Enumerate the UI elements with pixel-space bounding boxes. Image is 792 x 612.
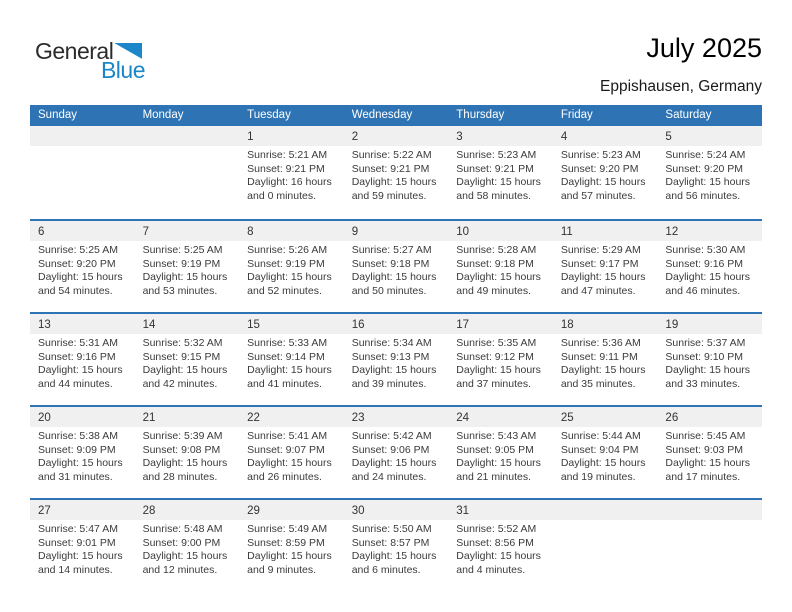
info-line-daylight-2: and 17 minutes. bbox=[665, 470, 741, 483]
day-number: 23 bbox=[344, 407, 449, 427]
info-line-sunrise: Sunrise: 5:45 AM bbox=[665, 430, 746, 442]
info-line-sunset: Sunset: 9:13 PM bbox=[351, 350, 430, 363]
day-cell-13 bbox=[30, 314, 135, 405]
day-cell-empty bbox=[657, 500, 762, 585]
info-line-sunset: Sunset: 9:11 PM bbox=[560, 350, 638, 363]
page-title: July 2025 bbox=[646, 33, 762, 63]
info-line-daylight-1: Daylight: 15 hours bbox=[456, 364, 541, 376]
day-info bbox=[30, 520, 135, 577]
day-cell-26 bbox=[657, 407, 762, 498]
info-line-sunrise: Sunrise: 5:36 AM bbox=[560, 337, 641, 349]
info-line-daylight-2: and 57 minutes. bbox=[560, 189, 636, 202]
info-line-sunrise: Sunrise: 5:21 AM bbox=[247, 149, 328, 161]
day-info bbox=[135, 241, 240, 298]
day-cell-24 bbox=[448, 407, 553, 498]
day-number: 4 bbox=[553, 126, 658, 146]
day-number: 16 bbox=[344, 314, 449, 334]
info-line-daylight-2: and 35 minutes. bbox=[560, 377, 636, 390]
info-line-sunset: Sunset: 9:19 PM bbox=[247, 257, 325, 270]
info-line-sunrise: Sunrise: 5:34 AM bbox=[351, 337, 432, 349]
day-number: 10 bbox=[448, 221, 553, 241]
day-cell-21 bbox=[135, 407, 240, 498]
day-info bbox=[344, 520, 449, 577]
info-line-daylight-1: Daylight: 15 hours bbox=[142, 271, 228, 283]
info-line-daylight-2: and 0 minutes. bbox=[247, 189, 317, 202]
day-info bbox=[553, 241, 658, 298]
info-line-daylight-2: and 14 minutes. bbox=[38, 563, 113, 576]
day-info bbox=[30, 427, 135, 484]
logo-text-general: General bbox=[35, 38, 114, 64]
info-line-sunrise: Sunrise: 5:35 AM bbox=[456, 337, 537, 349]
info-line-sunset: Sunset: 9:21 PM bbox=[247, 162, 325, 175]
day-number: 17 bbox=[448, 314, 553, 334]
day-cell-empty bbox=[553, 500, 658, 585]
day-number-empty bbox=[135, 126, 240, 146]
info-line-daylight-2: and 19 minutes. bbox=[560, 470, 636, 483]
info-line-sunrise: Sunrise: 5:32 AM bbox=[142, 337, 223, 349]
info-line-daylight-2: and 41 minutes. bbox=[247, 377, 322, 390]
day-cell-14 bbox=[135, 314, 240, 405]
day-header-thursday: Thursday bbox=[456, 109, 505, 121]
info-line-sunset: Sunset: 9:18 PM bbox=[456, 257, 534, 270]
info-line-sunrise: Sunrise: 5:43 AM bbox=[456, 430, 537, 442]
info-line-sunset: Sunset: 9:06 PM bbox=[351, 443, 430, 456]
day-number: 13 bbox=[30, 314, 135, 334]
info-line-sunset: Sunset: 9:16 PM bbox=[665, 257, 744, 270]
day-info bbox=[344, 241, 449, 298]
info-line-daylight-2: and 56 minutes. bbox=[665, 189, 741, 202]
info-line-daylight-1: Daylight: 15 hours bbox=[560, 271, 646, 283]
info-line-daylight-1: Daylight: 15 hours bbox=[142, 457, 228, 469]
day-info bbox=[239, 146, 344, 203]
info-line-daylight-1: Daylight: 15 hours bbox=[142, 550, 228, 562]
info-line-sunrise: Sunrise: 5:39 AM bbox=[142, 430, 223, 442]
day-info bbox=[239, 520, 344, 577]
header-titles bbox=[600, 32, 762, 96]
info-line-daylight-1: Daylight: 15 hours bbox=[560, 176, 646, 188]
info-line-daylight-2: and 42 minutes. bbox=[142, 377, 218, 390]
info-line-sunrise: Sunrise: 5:29 AM bbox=[560, 244, 641, 256]
day-info bbox=[448, 334, 553, 391]
info-line-daylight-2: and 37 minutes. bbox=[456, 377, 531, 390]
info-line-sunset: Sunset: 9:14 PM bbox=[247, 350, 325, 363]
info-line-daylight-1: Daylight: 15 hours bbox=[351, 271, 437, 283]
day-info bbox=[657, 334, 762, 391]
day-info bbox=[239, 334, 344, 391]
day-cell-31 bbox=[448, 500, 553, 585]
week-row bbox=[30, 126, 762, 219]
day-number: 28 bbox=[135, 500, 240, 520]
day-cell-empty bbox=[135, 126, 240, 219]
info-line-daylight-1: Daylight: 15 hours bbox=[456, 457, 541, 469]
info-line-sunset: Sunset: 9:19 PM bbox=[142, 257, 221, 270]
info-line-daylight-1: Daylight: 15 hours bbox=[247, 364, 332, 376]
day-info bbox=[448, 241, 553, 298]
calendar-weeks bbox=[30, 126, 762, 585]
info-line-daylight-2: and 59 minutes. bbox=[351, 189, 427, 202]
info-line-daylight-2: and 46 minutes. bbox=[665, 284, 741, 297]
logo-text-blue: Blue bbox=[100, 57, 145, 83]
week-row bbox=[30, 219, 762, 312]
day-number: 9 bbox=[344, 221, 449, 241]
day-cell-11 bbox=[553, 221, 658, 312]
day-number: 20 bbox=[30, 407, 135, 427]
day-cell-30 bbox=[344, 500, 449, 585]
info-line-sunrise: Sunrise: 5:41 AM bbox=[247, 430, 328, 442]
day-cell-28 bbox=[135, 500, 240, 585]
day-info bbox=[657, 146, 762, 203]
day-number: 26 bbox=[657, 407, 762, 427]
day-cell-6 bbox=[30, 221, 135, 312]
info-line-daylight-1: Daylight: 15 hours bbox=[456, 176, 541, 188]
info-line-sunset: Sunset: 9:05 PM bbox=[456, 443, 534, 456]
info-line-daylight-1: Daylight: 15 hours bbox=[351, 457, 437, 469]
day-number: 24 bbox=[448, 407, 553, 427]
day-cell-empty bbox=[30, 126, 135, 219]
info-line-daylight-1: Daylight: 15 hours bbox=[247, 271, 332, 283]
day-header-monday: Monday bbox=[142, 109, 184, 121]
info-line-daylight-1: Daylight: 15 hours bbox=[38, 457, 123, 469]
info-line-daylight-2: and 26 minutes. bbox=[247, 470, 322, 483]
info-line-sunset: Sunset: 9:20 PM bbox=[38, 257, 116, 270]
day-cell-5 bbox=[657, 126, 762, 219]
info-line-daylight-1: Daylight: 15 hours bbox=[560, 457, 646, 469]
day-cell-2 bbox=[344, 126, 449, 219]
info-line-sunrise: Sunrise: 5:42 AM bbox=[351, 430, 432, 442]
general-blue-logo bbox=[35, 40, 145, 85]
info-line-daylight-1: Daylight: 15 hours bbox=[247, 550, 332, 562]
info-line-daylight-2: and 33 minutes. bbox=[665, 377, 741, 390]
info-line-sunrise: Sunrise: 5:23 AM bbox=[456, 149, 537, 161]
info-line-daylight-1: Daylight: 16 hours bbox=[247, 176, 332, 188]
day-info bbox=[239, 241, 344, 298]
day-number: 22 bbox=[239, 407, 344, 427]
info-line-daylight-2: and 39 minutes. bbox=[351, 377, 427, 390]
day-cell-4 bbox=[553, 126, 658, 219]
info-line-daylight-1: Daylight: 15 hours bbox=[665, 457, 751, 469]
info-line-daylight-2: and 12 minutes. bbox=[142, 563, 218, 576]
week-row bbox=[30, 405, 762, 498]
info-line-daylight-1: Daylight: 15 hours bbox=[38, 271, 123, 283]
info-line-sunrise: Sunrise: 5:25 AM bbox=[142, 244, 223, 256]
info-line-sunset: Sunset: 9:08 PM bbox=[142, 443, 221, 456]
info-line-sunrise: Sunrise: 5:28 AM bbox=[456, 244, 537, 256]
week-row bbox=[30, 312, 762, 405]
info-line-sunrise: Sunrise: 5:44 AM bbox=[560, 430, 641, 442]
day-header-row bbox=[30, 105, 762, 126]
info-line-sunset: Sunset: 9:17 PM bbox=[560, 257, 639, 270]
day-info bbox=[344, 334, 449, 391]
info-line-sunset: Sunset: 9:18 PM bbox=[351, 257, 430, 270]
day-cell-7 bbox=[135, 221, 240, 312]
day-cell-20 bbox=[30, 407, 135, 498]
day-info bbox=[30, 334, 135, 391]
day-number: 14 bbox=[135, 314, 240, 334]
day-info bbox=[30, 241, 135, 298]
day-info bbox=[553, 146, 658, 203]
day-info bbox=[135, 520, 240, 577]
info-line-daylight-1: Daylight: 15 hours bbox=[456, 550, 541, 562]
info-line-sunset: Sunset: 9:20 PM bbox=[665, 162, 744, 175]
day-info bbox=[448, 146, 553, 203]
day-cell-25 bbox=[553, 407, 658, 498]
day-number: 21 bbox=[135, 407, 240, 427]
day-info bbox=[135, 427, 240, 484]
day-info bbox=[657, 241, 762, 298]
info-line-daylight-2: and 31 minutes. bbox=[38, 470, 113, 483]
info-line-daylight-2: and 50 minutes. bbox=[351, 284, 427, 297]
day-number: 2 bbox=[344, 126, 449, 146]
day-info bbox=[657, 427, 762, 484]
info-line-daylight-2: and 54 minutes. bbox=[38, 284, 113, 297]
day-info bbox=[344, 146, 449, 203]
day-info bbox=[448, 427, 553, 484]
info-line-sunrise: Sunrise: 5:31 AM bbox=[38, 337, 118, 349]
day-number: 29 bbox=[239, 500, 344, 520]
day-number: 5 bbox=[657, 126, 762, 146]
info-line-daylight-2: and 53 minutes. bbox=[142, 284, 218, 297]
day-info bbox=[553, 427, 658, 484]
info-line-sunset: Sunset: 9:00 PM bbox=[142, 536, 221, 549]
day-header-saturday: Saturday bbox=[665, 109, 712, 121]
info-line-daylight-2: and 24 minutes. bbox=[351, 470, 427, 483]
info-line-sunrise: Sunrise: 5:23 AM bbox=[560, 149, 641, 161]
day-cell-8 bbox=[239, 221, 344, 312]
info-line-daylight-2: and 58 minutes. bbox=[456, 189, 531, 202]
info-line-sunrise: Sunrise: 5:24 AM bbox=[665, 149, 746, 161]
day-cell-12 bbox=[657, 221, 762, 312]
day-number-empty bbox=[30, 126, 135, 146]
day-header-sunday: Sunday bbox=[38, 109, 78, 121]
info-line-sunset: Sunset: 8:56 PM bbox=[456, 536, 534, 549]
info-line-daylight-1: Daylight: 15 hours bbox=[665, 176, 751, 188]
day-number: 25 bbox=[553, 407, 658, 427]
day-cell-15 bbox=[239, 314, 344, 405]
day-number: 8 bbox=[239, 221, 344, 241]
day-number-empty bbox=[553, 500, 658, 520]
day-cell-19 bbox=[657, 314, 762, 405]
info-line-sunrise: Sunrise: 5:37 AM bbox=[665, 337, 746, 349]
info-line-daylight-2: and 9 minutes. bbox=[247, 563, 317, 576]
day-info bbox=[344, 427, 449, 484]
day-cell-29 bbox=[239, 500, 344, 585]
day-header-tuesday: Tuesday bbox=[247, 109, 291, 121]
info-line-daylight-1: Daylight: 15 hours bbox=[456, 271, 541, 283]
day-cell-23 bbox=[344, 407, 449, 498]
info-line-daylight-2: and 28 minutes. bbox=[142, 470, 218, 483]
day-number-empty bbox=[657, 500, 762, 520]
day-number: 30 bbox=[344, 500, 449, 520]
info-line-daylight-1: Daylight: 15 hours bbox=[560, 364, 646, 376]
day-number: 11 bbox=[553, 221, 658, 241]
day-cell-17 bbox=[448, 314, 553, 405]
day-number: 15 bbox=[239, 314, 344, 334]
day-cell-16 bbox=[344, 314, 449, 405]
info-line-daylight-1: Daylight: 15 hours bbox=[665, 364, 751, 376]
info-line-sunset: Sunset: 9:07 PM bbox=[247, 443, 325, 456]
info-line-sunrise: Sunrise: 5:33 AM bbox=[247, 337, 328, 349]
day-info bbox=[239, 427, 344, 484]
info-line-daylight-1: Daylight: 15 hours bbox=[351, 364, 437, 376]
info-line-daylight-2: and 6 minutes. bbox=[351, 563, 421, 576]
info-line-sunrise: Sunrise: 5:47 AM bbox=[38, 523, 118, 535]
info-line-daylight-2: and 21 minutes. bbox=[456, 470, 531, 483]
info-line-sunset: Sunset: 9:21 PM bbox=[456, 162, 534, 175]
info-line-sunrise: Sunrise: 5:27 AM bbox=[351, 244, 432, 256]
day-number: 6 bbox=[30, 221, 135, 241]
info-line-sunset: Sunset: 9:03 PM bbox=[665, 443, 744, 456]
info-line-daylight-1: Daylight: 15 hours bbox=[38, 550, 123, 562]
week-row bbox=[30, 498, 762, 585]
day-number: 19 bbox=[657, 314, 762, 334]
day-number: 27 bbox=[30, 500, 135, 520]
info-line-sunrise: Sunrise: 5:38 AM bbox=[38, 430, 118, 442]
info-line-sunrise: Sunrise: 5:22 AM bbox=[351, 149, 432, 161]
info-line-sunset: Sunset: 9:04 PM bbox=[560, 443, 639, 456]
page-subtitle: Eppishausen, Germany bbox=[600, 78, 762, 95]
day-number: 31 bbox=[448, 500, 553, 520]
info-line-sunrise: Sunrise: 5:52 AM bbox=[456, 523, 537, 535]
info-line-daylight-1: Daylight: 15 hours bbox=[38, 364, 123, 376]
info-line-sunset: Sunset: 9:15 PM bbox=[142, 350, 221, 363]
day-number: 12 bbox=[657, 221, 762, 241]
info-line-sunset: Sunset: 9:12 PM bbox=[456, 350, 534, 363]
info-line-daylight-2: and 4 minutes. bbox=[456, 563, 526, 576]
info-line-daylight-1: Daylight: 15 hours bbox=[247, 457, 332, 469]
info-line-sunset: Sunset: 9:21 PM bbox=[351, 162, 430, 175]
info-line-daylight-2: and 52 minutes. bbox=[247, 284, 322, 297]
day-info bbox=[448, 520, 553, 577]
info-line-daylight-1: Daylight: 15 hours bbox=[351, 550, 437, 562]
info-line-daylight-1: Daylight: 15 hours bbox=[665, 271, 751, 283]
day-cell-10 bbox=[448, 221, 553, 312]
info-line-sunrise: Sunrise: 5:50 AM bbox=[351, 523, 432, 535]
info-line-sunrise: Sunrise: 5:49 AM bbox=[247, 523, 328, 535]
info-line-sunset: Sunset: 9:09 PM bbox=[38, 443, 116, 456]
info-line-daylight-1: Daylight: 15 hours bbox=[351, 176, 437, 188]
info-line-sunrise: Sunrise: 5:48 AM bbox=[142, 523, 223, 535]
day-cell-27 bbox=[30, 500, 135, 585]
info-line-daylight-2: and 49 minutes. bbox=[456, 284, 531, 297]
day-cell-1 bbox=[239, 126, 344, 219]
day-cell-22 bbox=[239, 407, 344, 498]
info-line-sunrise: Sunrise: 5:26 AM bbox=[247, 244, 328, 256]
info-line-sunset: Sunset: 8:57 PM bbox=[351, 536, 430, 549]
day-cell-3 bbox=[448, 126, 553, 219]
calendar-grid bbox=[30, 105, 762, 585]
day-number: 1 bbox=[239, 126, 344, 146]
day-number: 18 bbox=[553, 314, 658, 334]
info-line-daylight-2: and 44 minutes. bbox=[38, 377, 113, 390]
day-number: 7 bbox=[135, 221, 240, 241]
info-line-daylight-2: and 47 minutes. bbox=[560, 284, 636, 297]
day-header-wednesday: Wednesday bbox=[351, 109, 413, 121]
info-line-sunrise: Sunrise: 5:25 AM bbox=[38, 244, 118, 256]
info-line-sunset: Sunset: 9:01 PM bbox=[38, 536, 116, 549]
info-line-sunset: Sunset: 9:16 PM bbox=[38, 350, 116, 363]
info-line-sunrise: Sunrise: 5:30 AM bbox=[665, 244, 746, 256]
info-line-sunset: Sunset: 9:10 PM bbox=[665, 350, 744, 363]
day-cell-9 bbox=[344, 221, 449, 312]
day-info bbox=[135, 334, 240, 391]
info-line-sunset: Sunset: 8:59 PM bbox=[247, 536, 325, 549]
info-line-sunset: Sunset: 9:20 PM bbox=[560, 162, 639, 175]
day-header-friday: Friday bbox=[560, 109, 593, 121]
day-info bbox=[553, 334, 658, 391]
info-line-daylight-1: Daylight: 15 hours bbox=[142, 364, 228, 376]
day-number: 3 bbox=[448, 126, 553, 146]
day-cell-18 bbox=[553, 314, 658, 405]
